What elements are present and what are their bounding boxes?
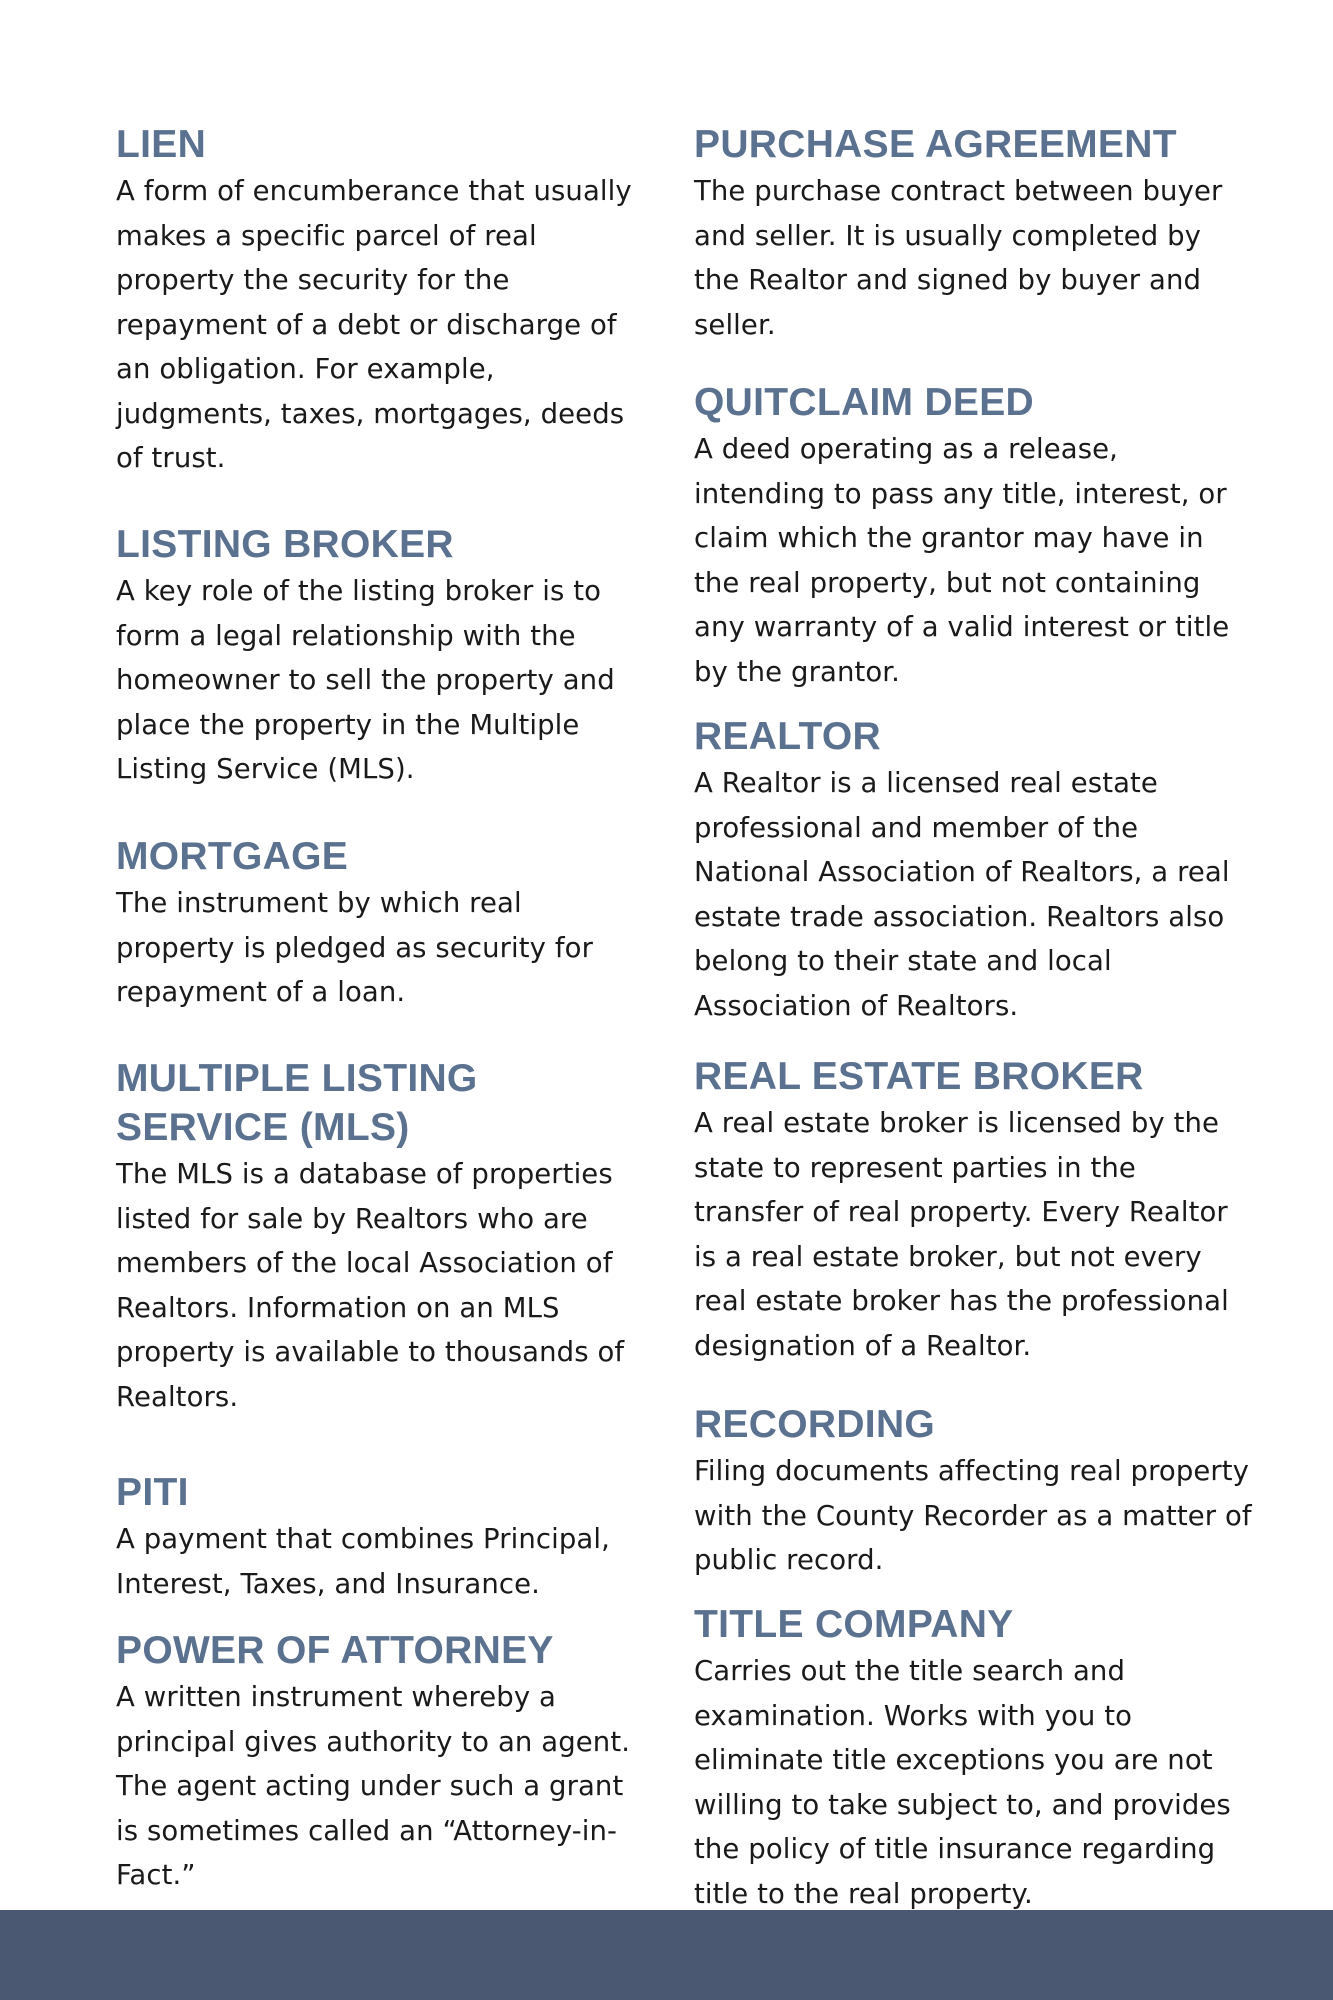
term-heading: REALTOR [694, 715, 881, 758]
term-heading: LIEN [116, 123, 207, 166]
glossary-entry-recording [694, 1400, 1254, 1583]
term-definition: Filing documents affecting real property with the County Recorder as a matter of public record. [694, 1455, 1252, 1576]
glossary-entry-piti [116, 1468, 636, 1606]
term-definition: A written instrument whereby a principal gives authority to an agent. The agent acting under such a grant is sometimes called an “Attorney-in-Fact.” [116, 1681, 631, 1891]
term-heading: POWER OF ATTORNEY [116, 1629, 554, 1672]
term-definition: A real estate broker is licensed by the state to represent parties in the transfer of real property. Every Realtor is a real estate broker, but not every real estate broker has the professional designation of a Realtor. [694, 1107, 1229, 1362]
footer-band [0, 1910, 1333, 2000]
term-definition: The MLS is a database of properties listed for sale by Realtors who are members of the local Association of Realtors. Information on an MLS property is available to thousands of Realtors. [116, 1158, 625, 1413]
term-heading: QUITCLAIM DEED [694, 381, 1035, 424]
glossary-entry-listing-broker [116, 520, 636, 792]
glossary-entry-mls [116, 1054, 636, 1419]
term-definition: A Realtor is a licensed real estate professional and member of the National Association of Realtors, a real estate trade association. Realtors also belong to their state and local Association of Realtors. [694, 767, 1230, 1022]
term-definition: The purchase contract between buyer and seller. It is usually completed by the Realtor and signed by buyer and seller. [694, 175, 1223, 341]
term-heading: PITI [116, 1471, 189, 1514]
glossary-entry-title-company [694, 1600, 1254, 1916]
glossary-entry-quitclaim-deed [694, 378, 1254, 694]
term-heading: MULTIPLE LISTING SERVICE (MLS) [116, 1057, 478, 1149]
term-definition: A deed operating as a release, intending to pass any title, interest, or claim which the grantor may have in the real property, but not containing any warranty of a valid interest or title by the grantor. [694, 433, 1230, 688]
term-heading: PURCHASE AGREEMENT [694, 123, 1177, 166]
glossary-entry-realtor [694, 712, 1254, 1028]
term-definition: Carries out the title search and examination. Works with you to eliminate title exceptions you are not willing to take subject to, and provides the policy of title insurance regarding title to the real property. [694, 1655, 1231, 1910]
glossary-entry-mortgage [116, 832, 636, 1015]
glossary-entry-real-estate-broker [694, 1052, 1254, 1368]
term-definition: A payment that combines Principal, Interest, Taxes, and Insurance. [116, 1523, 610, 1600]
term-heading: RECORDING [694, 1403, 936, 1446]
glossary-entry-purchase-agreement [694, 120, 1254, 347]
term-heading: MORTGAGE [116, 835, 349, 878]
term-definition: A key role of the listing broker is to form a legal relationship with the homeowner to sell the property and place the property in the Multiple Listing Service (MLS). [116, 575, 615, 785]
glossary-entry-lien [116, 120, 636, 481]
term-definition: A form of encumberance that usually makes a specific parcel of real property the security for the repayment of a debt or discharge of an obligation. For example, judgments, taxes, mortgages, deeds of trust. [116, 175, 632, 474]
glossary-entry-power-of-attorney [116, 1626, 636, 1898]
term-definition: The instrument by which real property is pledged as security for repayment of a loan. [116, 887, 593, 1008]
term-heading: REAL ESTATE BROKER [694, 1055, 1144, 1098]
term-heading: TITLE COMPANY [694, 1603, 1014, 1646]
term-heading: LISTING BROKER [116, 523, 454, 566]
